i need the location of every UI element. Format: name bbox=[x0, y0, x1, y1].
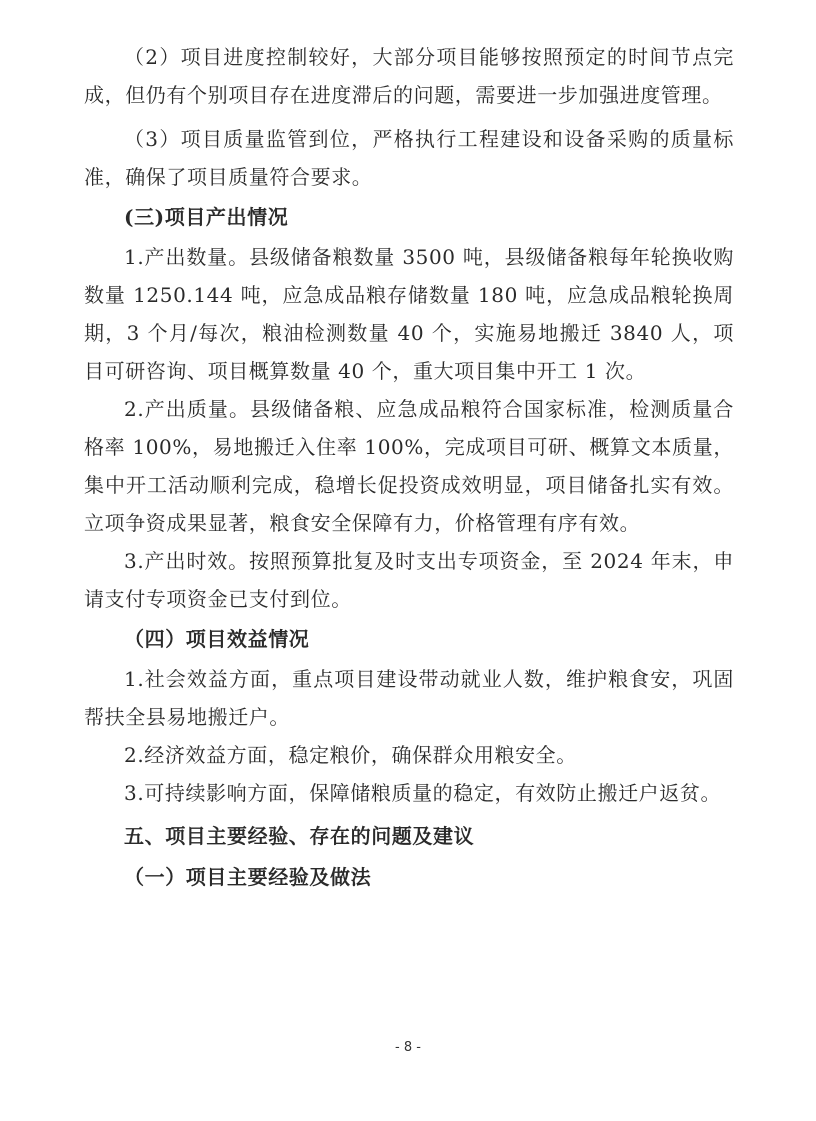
paragraph-economic-benefits: 2.经济效益方面，稳定粮价，确保群众用粮安全。 bbox=[124, 743, 577, 767]
paragraph-output-quality: 2.产出质量。县级储备粮、应急成品粮符合国家标准，检测质量合格率 100%，易地搬迁入住率 100%，完成项目可研、概算文本质量，集中开工活动顺利完成，稳增长促投资成效明显，项目储备扎实有效。立项争资成果显著，粮食安全保障有力，价格管理有序有效。 bbox=[84, 397, 734, 535]
heading-main-experience: （一）项目主要经验及做法 bbox=[124, 865, 372, 889]
page-content bbox=[84, 38, 734, 898]
page-number: - 8 - bbox=[395, 1040, 421, 1055]
paragraph-sustainable-impact: 3.可持续影响方面，保障储粮质量的稳定，有效防止搬迁户返贫。 bbox=[124, 781, 722, 805]
heading-section-five: 五、项目主要经验、存在的问题及建议 bbox=[124, 824, 475, 848]
paragraph-output-quantity: 1.产出数量。县级储备粮数量 3500 吨，县级储备粮每年轮换收购数量 1250.144 吨，应急成品粮存储数量 180 吨，应急成品粮轮换周期，3 个月/每次，粮油检测数量 40 个，实施易地搬迁 3840 人，项目可研咨询、项目概算数量 40 个，重大项目集中开工 1 次。 bbox=[84, 245, 734, 383]
paragraph-schedule-control: （2）项目进度控制较好，大部分项目能够按照预定的时间节点完成，但仍有个别项目存在进度滞后的问题，需要进一步加强进度管理。 bbox=[84, 45, 734, 107]
heading-project-benefits: （四）项目效益情况 bbox=[124, 627, 310, 651]
paragraph-output-timeliness: 3.产出时效。按照预算批复及时支出专项资金，至 2024 年末，申请支付专项资金已支付到位。 bbox=[84, 549, 734, 611]
paragraph-quality-supervision: （3）项目质量监管到位，严格执行工程建设和设备采购的质量标准，确保了项目质量符合要求。 bbox=[84, 127, 734, 189]
heading-project-output: (三)项目产出情况 bbox=[124, 205, 289, 229]
paragraph-social-benefits: 1.社会效益方面，重点项目建设带动就业人数，维护粮食安，巩固帮扶全县易地搬迁户。 bbox=[84, 667, 734, 729]
